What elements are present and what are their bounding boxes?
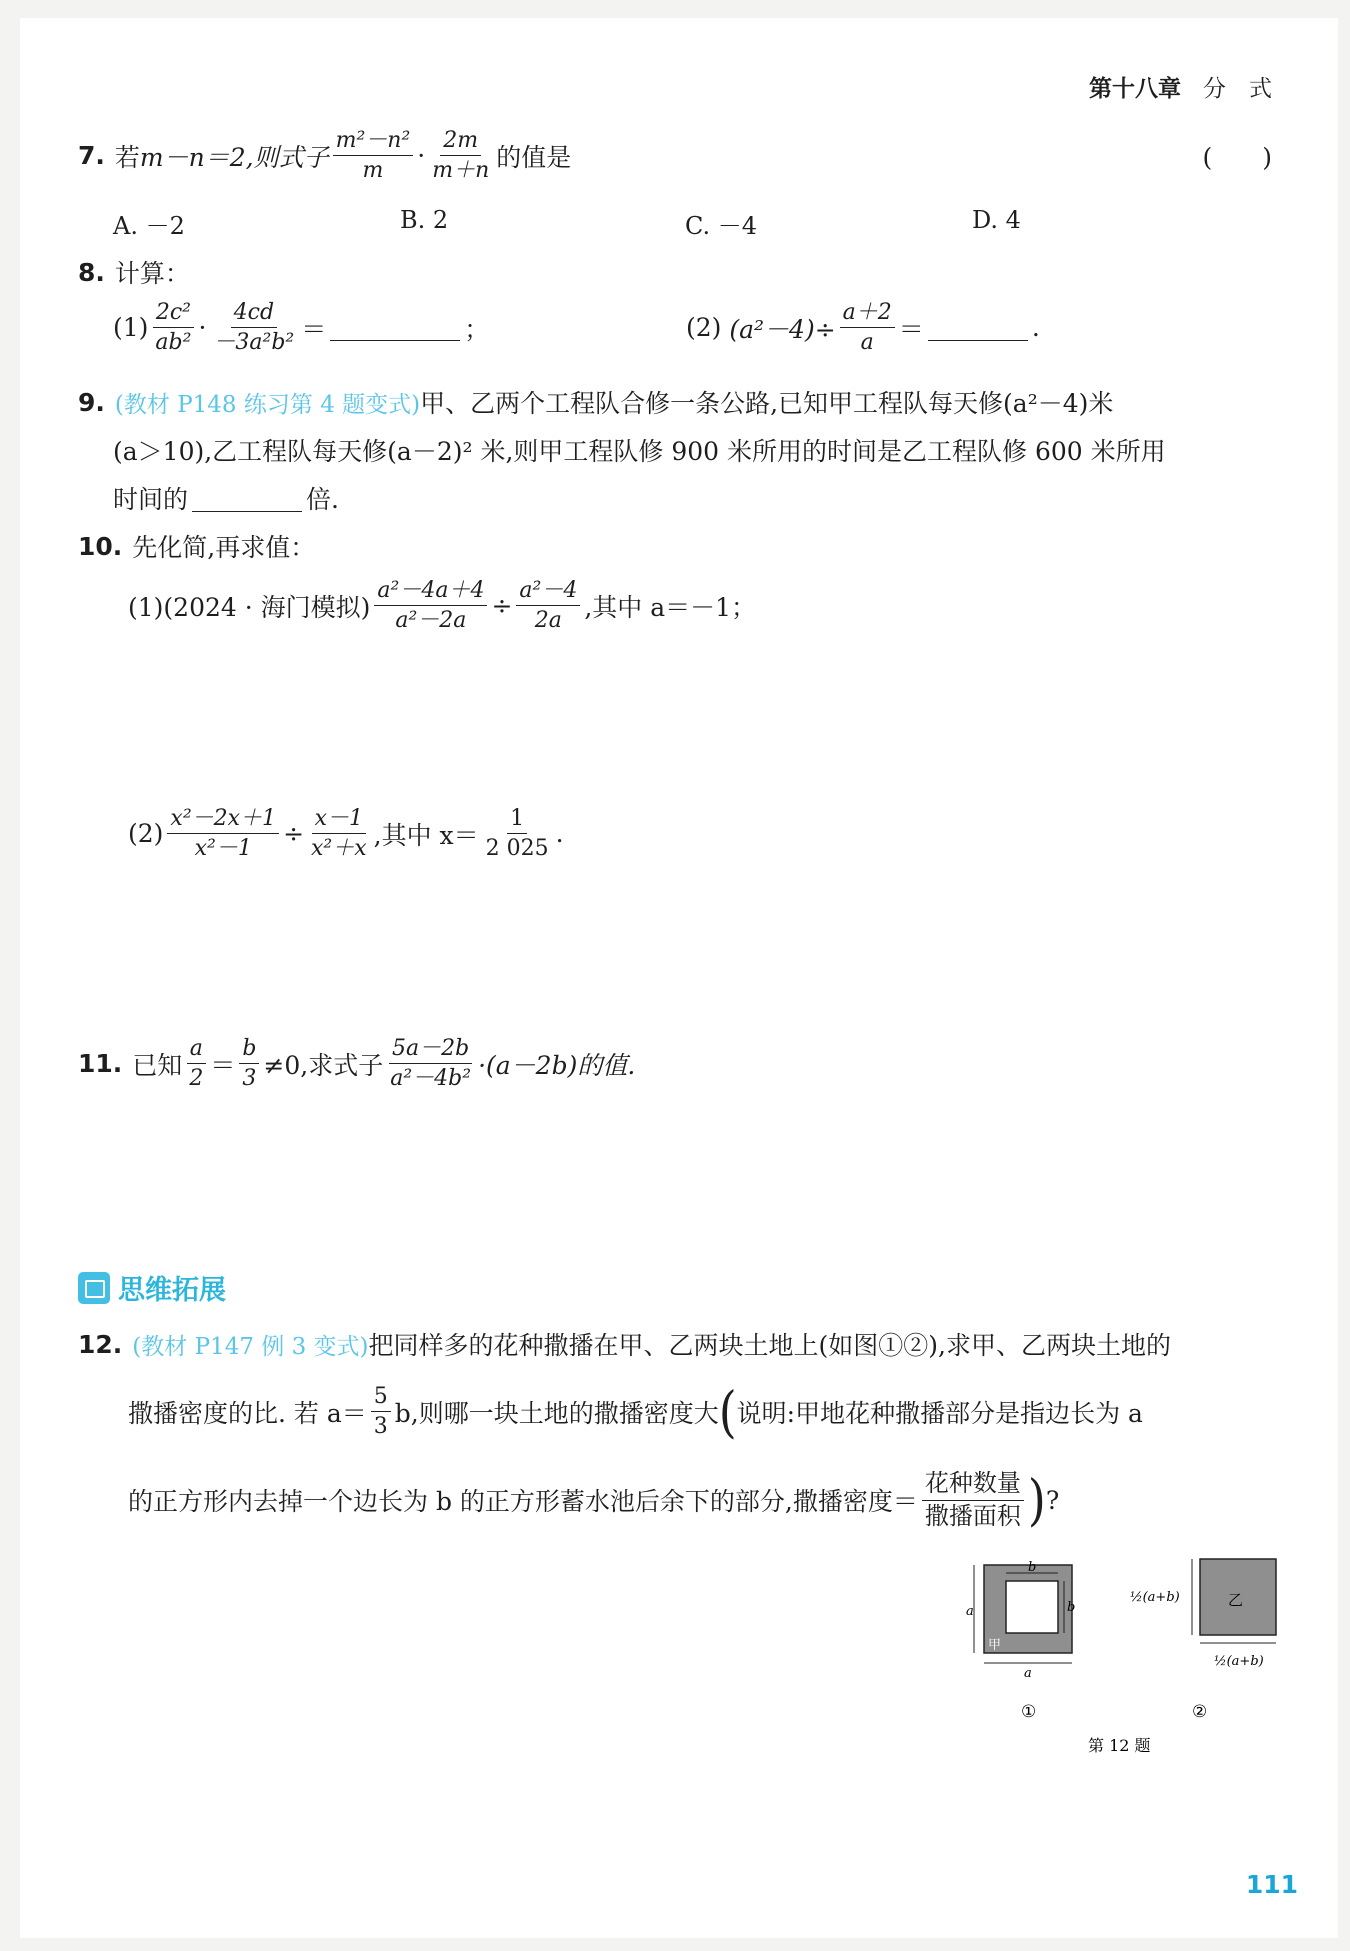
- q7-option-c: C. －4: [685, 212, 758, 240]
- q8-p2-answer-blank[interactable]: [928, 314, 1028, 341]
- chapter-title: 分 式: [1203, 76, 1272, 102]
- q8-p1-dot: ·: [198, 313, 207, 343]
- q11-text-2: ≠0,求式子: [263, 1050, 384, 1080]
- q7-fraction-2: $\frac{2m}{m+n}$: [432, 128, 490, 184]
- q8-p2-fraction: $\frac{a+2}{a}$: [840, 300, 895, 356]
- q7-dot: ·: [417, 141, 426, 171]
- fig1-label-bottom: a: [1024, 1666, 1032, 1681]
- fig1-caption: ①: [1021, 1702, 1037, 1722]
- q12-line-2-c: 说明:甲地花种撒播部分是指边长为 a: [736, 1398, 1143, 1428]
- question-12: [78, 1326, 1171, 1362]
- q10-part-1: [128, 578, 756, 634]
- q8-part-1: [113, 300, 489, 356]
- q9-line-2: (a＞10),乙工程队每天修(a－2)² 米,则甲工程队修 900 米所用的时间是乙工程队修 600 米所用: [113, 437, 1166, 466]
- section-header: [78, 1268, 226, 1307]
- q12-ratio-fraction: $\frac{5}{3}$: [371, 1384, 391, 1440]
- close-paren: ): [1027, 1467, 1046, 1533]
- fig2-label-bottom: ½(a+b): [1214, 1654, 1264, 1669]
- q11-fraction-1: $\frac{a}{2}$: [186, 1036, 206, 1092]
- question-9: [78, 384, 1113, 420]
- q8-part-2: [686, 300, 1040, 356]
- chapter-label: 第十八章: [1089, 76, 1181, 102]
- fig2-caption: ②: [1192, 1702, 1208, 1722]
- q12-line-3: [128, 1467, 1060, 1533]
- fig2-region-label: 乙: [1228, 1591, 1244, 1609]
- q10-p1-fraction-2: $\frac{\text{a²－4}}{2a}$: [516, 578, 580, 634]
- fig1-inner-square: [1006, 1581, 1058, 1633]
- q8-p1-end: ；: [464, 314, 490, 344]
- q12-line-2: [128, 1379, 1143, 1445]
- q12-figure: [960, 1545, 1290, 1775]
- q9-line-1: 甲、乙两个工程队合修一条公路,已知甲工程队每天修(a²－4)米: [420, 389, 1114, 418]
- q9-line-3-after: 倍.: [306, 485, 339, 514]
- q7-fraction-1: $\frac{\text{m²－n²}}{m}$: [333, 128, 414, 184]
- q10-title: 先化简,再求值：: [132, 533, 316, 562]
- question-11: [78, 1036, 635, 1092]
- q12-line-3-b: ?: [1045, 1485, 1060, 1515]
- q8-p2-end: .: [1031, 313, 1040, 343]
- q8-title: 计算：: [114, 259, 190, 288]
- q9-line-3: [113, 480, 339, 516]
- q11-equals: ＝: [210, 1050, 236, 1080]
- q7-text-before: 若: [114, 142, 140, 172]
- q10-p2-end: .: [555, 819, 564, 849]
- q11-text-1: 已知: [132, 1050, 183, 1080]
- q12-density-fraction: $\frac{\text{花种数量}}{\text{撒播面积}}$: [922, 1470, 1024, 1530]
- q8-p1-fraction-1: $\frac{\text{2c²}}{\text{ab²}}$: [152, 300, 194, 356]
- q12-source: (教材 P147 例 3 变式): [132, 1333, 369, 1360]
- q7-option-d: D. 4: [972, 206, 1021, 234]
- q9-source: (教材 P148 练习第 4 题变式): [114, 391, 421, 418]
- q8-p2-equals: ＝: [898, 314, 924, 344]
- page-number: 111: [1245, 1870, 1298, 1899]
- fig1-label-right: b: [1067, 1600, 1076, 1615]
- q11-fraction-3: $\frac{5a-2b}{\text{a²－4b²}}$: [390, 1036, 472, 1092]
- question-7: [78, 128, 571, 184]
- question-number: 11.: [78, 1049, 123, 1079]
- q7-option-b: B. 2: [400, 206, 449, 234]
- figure-1: [966, 1560, 1075, 1722]
- q10-p1-tail: ,其中 a＝－1；: [584, 592, 757, 622]
- question-number: 12.: [78, 1329, 123, 1359]
- q7-text-after: 的值是: [496, 142, 572, 172]
- question-number: 10.: [78, 531, 123, 561]
- question-number: 9.: [78, 387, 105, 417]
- q12-line-1: 把同样多的花种撒播在甲、乙两块土地上(如图①②),求甲、乙两块土地的: [368, 1331, 1171, 1360]
- open-paren: (: [718, 1379, 737, 1445]
- question-number: 7.: [78, 141, 105, 171]
- q9-line-3-before: 时间的: [113, 485, 189, 514]
- q12-line-2-a: 撒播密度的比. 若 a＝: [128, 1398, 367, 1428]
- q8-p1-fraction-2: $\frac{4cd}{\text{－3a²b²}}$: [213, 300, 295, 356]
- q12-line-2-b: b,则哪一块土地的撒播密度大: [394, 1398, 719, 1428]
- q8-p1-label: (1): [113, 313, 149, 343]
- q9-answer-blank[interactable]: [192, 485, 302, 512]
- q10-p1-fraction-1: $\frac{\text{a²－4a＋4}}{\text{a²－2a}}$: [374, 578, 487, 634]
- fig2-label-left: ½(a+b): [1130, 1590, 1180, 1605]
- section-title: 思维拓展: [118, 1275, 226, 1306]
- q10-p2-fraction-2: $\frac{x-1}{\text{x²＋x}}$: [311, 806, 367, 862]
- figure-2: [1130, 1559, 1276, 1722]
- q10-part-2: [128, 806, 564, 862]
- q12-line-3-a: 的正方形内去掉一个边长为 b 的正方形蓄水池后余下的部分,撒播密度＝: [128, 1487, 918, 1517]
- fig1-region-label: 甲: [988, 1638, 1002, 1653]
- q10-p1-divide: ÷: [491, 591, 513, 621]
- expand-icon: [78, 1272, 110, 1304]
- chapter-header: [1089, 70, 1272, 103]
- q10-p2-fraction-3: $\frac{1}{2 025}$: [485, 806, 549, 862]
- q8-p2-expression: (a²－4)÷: [729, 314, 836, 344]
- q10-p2-label: (2): [128, 819, 164, 849]
- q11-text-3: ·(a－2b)的值.: [478, 1050, 636, 1080]
- question-10: [78, 528, 315, 564]
- q10-p2-fraction-1: $\frac{\text{x²－2x＋1}}{\text{x²－1}}$: [167, 806, 279, 862]
- fig1-label-left: a: [966, 1604, 974, 1619]
- q7-answer-parentheses: ( ): [1202, 143, 1272, 172]
- question-number: 8.: [78, 257, 105, 287]
- q8-p1-answer-blank[interactable]: [330, 314, 460, 341]
- q10-p2-divide: ÷: [283, 819, 305, 849]
- figure-caption: 第 12 题: [1088, 1736, 1151, 1755]
- q7-option-a: A. －2: [113, 212, 185, 240]
- fig1-label-top: b: [1028, 1560, 1037, 1575]
- q7-condition: m－n＝2,则式子: [139, 142, 329, 172]
- q10-p1-label: (1)(2024 · 海门模拟): [128, 592, 371, 622]
- q11-fraction-2: $\frac{b}{3}$: [239, 1036, 259, 1092]
- q10-p2-middle: ,其中 x＝: [373, 820, 479, 850]
- question-8: [78, 254, 190, 290]
- q8-p1-equals: ＝: [301, 314, 327, 344]
- q8-p2-label: (2): [686, 313, 722, 343]
